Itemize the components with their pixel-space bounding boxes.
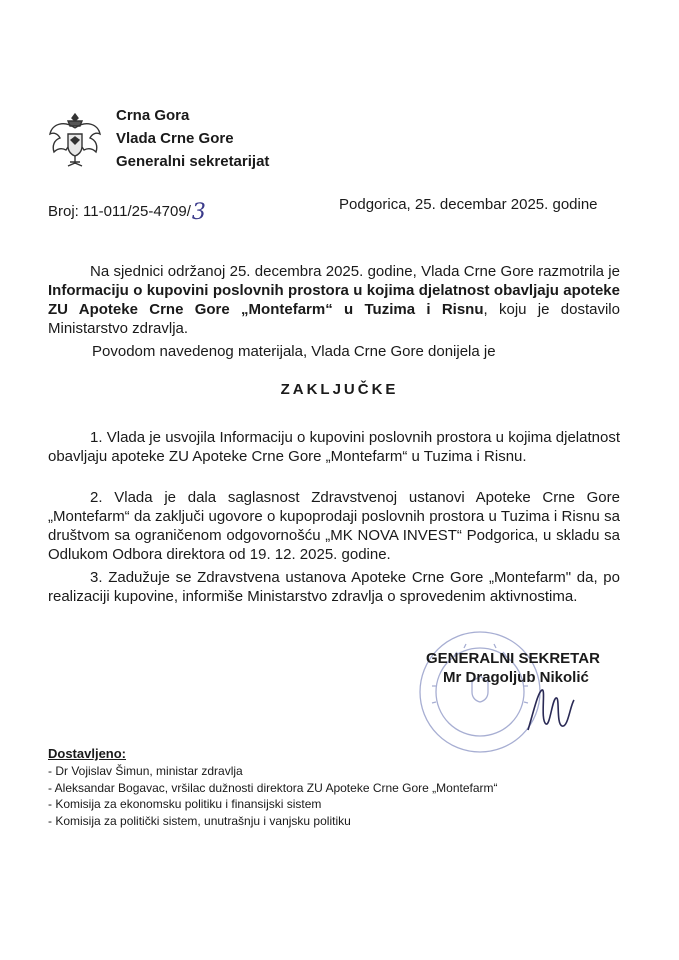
conclusion-item-3: 3. Zadužuje se Zdravstvena ustanova Apoteke Crne Gore „Montefarm" da, po realizaciji kupovine, informiše Ministarstvo zdravlja o sprovedenim aktivnostima. — [48, 569, 620, 605]
handwritten-number: 3 — [191, 200, 206, 225]
letterhead — [116, 104, 269, 173]
intro-text-1: Na sjednici održanoj 25. decembra 2025. godine, Vlada Crne Gore razmotrila je — [90, 263, 620, 280]
reference-number-text: Broj: 11-011/25-4709/ — [48, 203, 191, 220]
coat-of-arms-icon — [44, 110, 106, 172]
distribution-list — [48, 763, 498, 829]
office-name: Generalni sekretarijat — [116, 153, 270, 170]
country-name: Crna Gora — [116, 107, 190, 124]
distribution-item: - Dr Vojislav Šimun, ministar zdravlja — [48, 764, 243, 778]
government-name: Vlada Crne Gore — [116, 130, 234, 147]
distribution-title: Dostavljeno: — [48, 746, 127, 761]
signatory-title: GENERALNI SEKRETAR — [426, 650, 600, 667]
distribution-item: - Komisija za ekonomsku politiku i finansijski sistem — [48, 797, 322, 811]
reference-number — [48, 197, 206, 225]
signatory-name: Mr Dragoljub Nikolić — [443, 669, 589, 686]
place-date: Podgorica, 25. decembar 2025. godine — [339, 196, 598, 213]
intro-paragraph-2: Povodom navedenog materijala, Vlada Crne Gore donijela je — [92, 343, 496, 360]
conclusions-heading: ZAKLJUČKE — [280, 381, 399, 398]
conclusion-item-2: 2. Vlada je dala saglasnost Zdravstvenoj ustanovi Apoteke Crne Gore „Montefarm“ da zaključi ugovore o kupoprodaji poslovnih prostora u Tuzima i Risnu sa društvom sa ograničenom odgovornošću „MK NOVA INVEST“ Podgorica, u skladu sa Odlukom Odbora direktora od 19. 12. 2025. godine. — [48, 489, 620, 563]
signature-icon — [520, 680, 580, 740]
intro-text-2: , koju je dostavilo Ministarstvo zdravlja. — [48, 301, 620, 337]
distribution-item: - Komisija za politički sistem, unutrašnju i vanjsku politiku — [48, 813, 351, 828]
distribution-item: - Aleksandar Bogavac, vršilac dužnosti direktora ZU Apoteke Crne Gore „Montefarm“ — [48, 780, 498, 795]
intro-bold-title: Informaciju o kupovini poslovnih prostora u kojima djelatnost obavljaju apoteke ZU Apoteke Crne Gore „Montefarm“ u Tuzima i Risnu — [48, 282, 620, 318]
conclusion-item-1: 1. Vlada je usvojila Informaciju o kupovini poslovnih prostora u kojima djelatnost obavljaju apoteke ZU Apoteke Crne Gore „Montefarm“ u Tuzima i Risnu. — [48, 429, 620, 465]
intro-paragraph — [48, 262, 620, 338]
